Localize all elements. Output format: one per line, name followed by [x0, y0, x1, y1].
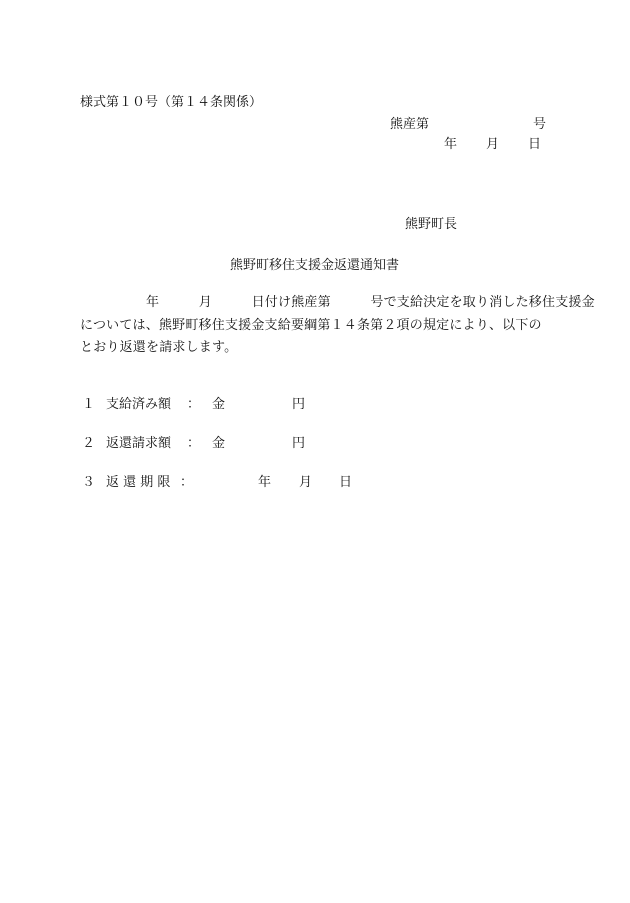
body-line: 年 月 日付け熊産第 号で支給決定を取り消した移住支援金 [80, 295, 595, 310]
amount-prefix: 金 [212, 436, 226, 451]
item-colon: ： [187, 397, 201, 412]
deadline-year: 年 [258, 475, 272, 490]
body-line: については、熊野町移住支援金支給要綱第１４条第２項の規定により、以下の [80, 318, 542, 333]
document-number: 熊産第 号 [390, 117, 547, 132]
issue-date: 年 月 日 [444, 137, 543, 152]
item-colon: ： [180, 475, 194, 490]
document-title: 熊野町移住支援金返還通知書 [230, 258, 400, 273]
item-number: １ [82, 397, 96, 412]
amount-prefix: 金 [212, 397, 226, 412]
body-line: とおり返還を請求します。 [80, 340, 238, 355]
amount-unit: 円 [292, 436, 306, 451]
item-number: ３ [82, 475, 96, 490]
deadline-day: 日 [339, 475, 353, 490]
amount-unit: 円 [292, 397, 306, 412]
item-label: 支給済み額 [106, 397, 172, 412]
item-number: ２ [82, 436, 96, 451]
item-colon: ： [187, 436, 201, 451]
deadline-month: 月 [299, 475, 313, 490]
issuer-name: 熊野町長 [405, 217, 458, 232]
item-label: 返還請求額 [106, 436, 172, 451]
item-label: 返 還 期 限 [106, 475, 171, 490]
form-label: 様式第１０号（第１４条関係） [80, 95, 263, 110]
